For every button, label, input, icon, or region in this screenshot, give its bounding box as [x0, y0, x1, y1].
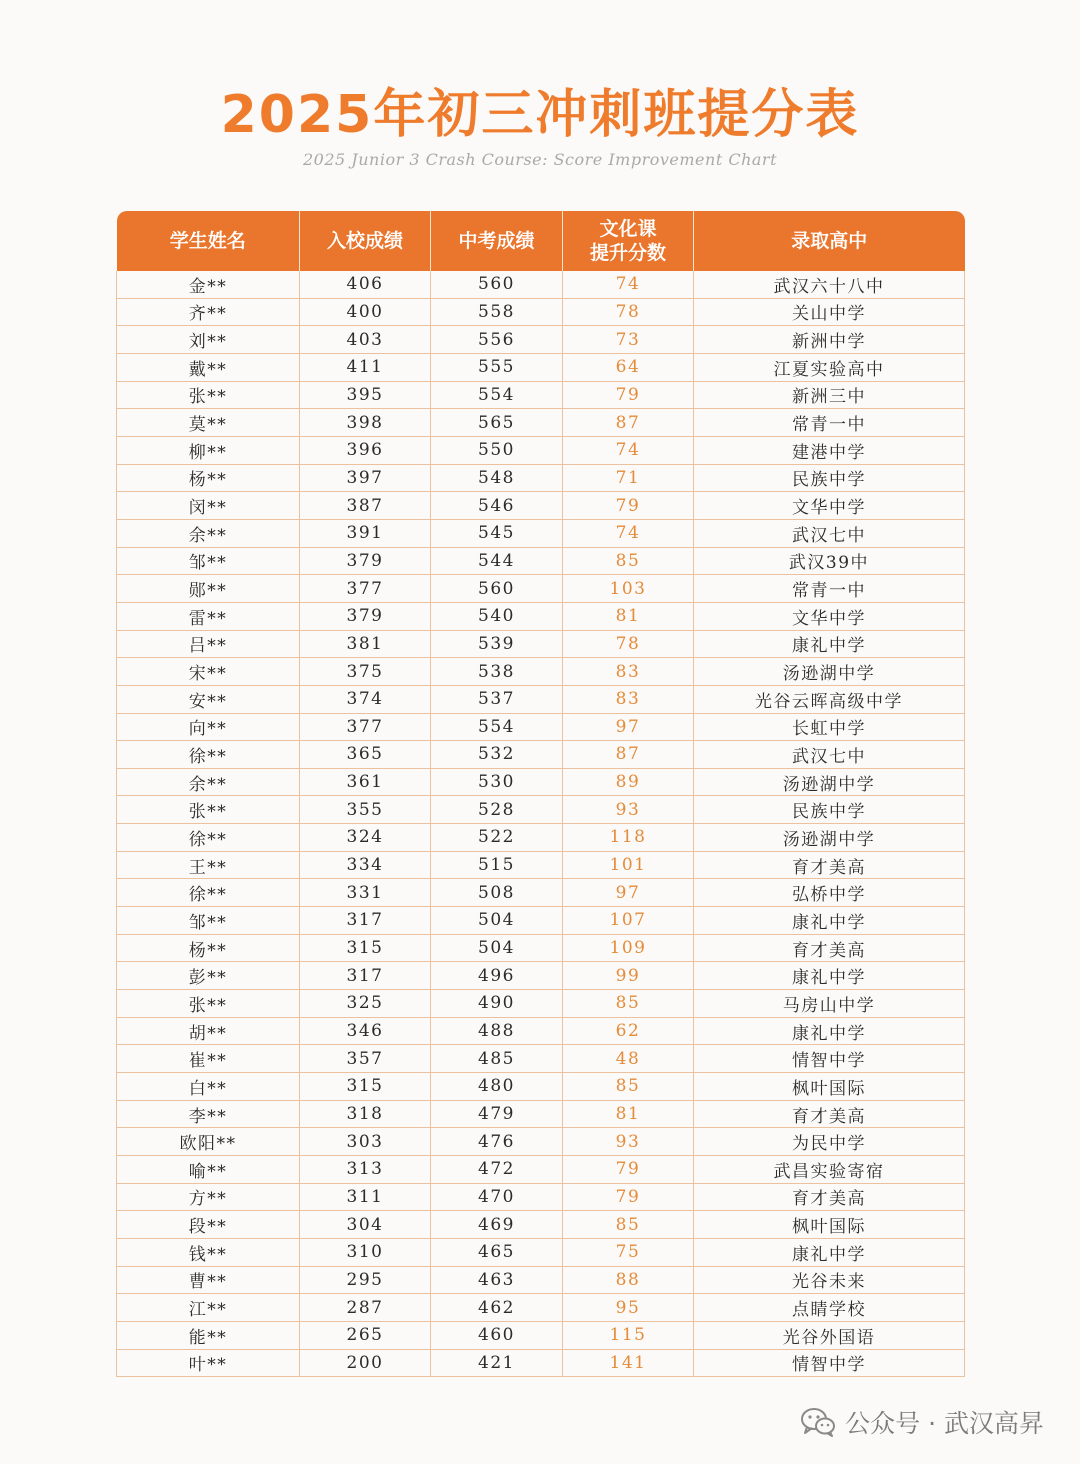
cell-exam-score: 515 [431, 851, 563, 879]
cell-student-name: 李** [117, 1100, 300, 1128]
cell-student-name: 徐** [117, 879, 300, 907]
cell-exam-score: 470 [431, 1183, 563, 1211]
cell-admitted-school: 马房山中学 [694, 990, 965, 1018]
column-header-admitted-school: 录取高中 [694, 211, 965, 271]
table-row [117, 907, 965, 935]
cell-score-gain: 81 [563, 602, 694, 630]
cell-exam-score: 460 [431, 1321, 563, 1349]
cell-admitted-school: 关山中学 [694, 298, 965, 326]
cell-student-name: 徐** [117, 741, 300, 769]
cell-admitted-school: 情智中学 [694, 1349, 965, 1377]
cell-admitted-school: 育才美高 [694, 1100, 965, 1128]
cell-score-gain: 93 [563, 1128, 694, 1156]
cell-exam-score: 485 [431, 1045, 563, 1073]
cell-student-name: 喻** [117, 1156, 300, 1184]
cell-admitted-school: 光谷云晖高级中学 [694, 685, 965, 713]
cell-student-name: 余** [117, 768, 300, 796]
column-header-entry-score: 入校成绩 [300, 211, 431, 271]
cell-exam-score: 469 [431, 1211, 563, 1239]
cell-entry-score: 313 [300, 1156, 431, 1184]
cell-score-gain: 78 [563, 630, 694, 658]
cell-entry-score: 377 [300, 575, 431, 603]
cell-entry-score: 317 [300, 962, 431, 990]
cell-student-name: 王** [117, 851, 300, 879]
table-row [117, 630, 965, 658]
cell-score-gain: 85 [563, 1073, 694, 1101]
cell-exam-score: 462 [431, 1294, 563, 1322]
cell-exam-score: 522 [431, 824, 563, 852]
cell-admitted-school: 点睛学校 [694, 1294, 965, 1322]
cell-exam-score: 555 [431, 353, 563, 381]
cell-admitted-school: 枫叶国际 [694, 1073, 965, 1101]
table-body [117, 271, 965, 1377]
table-row [117, 934, 965, 962]
cell-student-name: 余** [117, 519, 300, 547]
cell-admitted-school: 常青一中 [694, 409, 965, 437]
cell-score-gain: 64 [563, 353, 694, 381]
cell-exam-score: 560 [431, 575, 563, 603]
cell-exam-score: 472 [431, 1156, 563, 1184]
cell-exam-score: 504 [431, 934, 563, 962]
cell-entry-score: 357 [300, 1045, 431, 1073]
cell-entry-score: 396 [300, 436, 431, 464]
cell-entry-score: 304 [300, 1211, 431, 1239]
cell-admitted-school: 江夏实验高中 [694, 353, 965, 381]
cell-score-gain: 48 [563, 1045, 694, 1073]
table-row [117, 1238, 965, 1266]
cell-entry-score: 318 [300, 1100, 431, 1128]
cell-entry-score: 379 [300, 547, 431, 575]
cell-student-name: 吕** [117, 630, 300, 658]
cell-student-name: 邹** [117, 547, 300, 575]
cell-exam-score: 565 [431, 409, 563, 437]
cell-score-gain: 118 [563, 824, 694, 852]
cell-exam-score: 538 [431, 658, 563, 686]
cell-admitted-school: 康礼中学 [694, 907, 965, 935]
cell-admitted-school: 汤逊湖中学 [694, 768, 965, 796]
cell-entry-score: 375 [300, 658, 431, 686]
cell-admitted-school: 武汉六十八中 [694, 271, 965, 298]
table-row [117, 464, 965, 492]
cell-student-name: 戴** [117, 353, 300, 381]
table-row [117, 1073, 965, 1101]
cell-admitted-school: 弘桥中学 [694, 879, 965, 907]
cell-score-gain: 89 [563, 768, 694, 796]
table-row [117, 575, 965, 603]
cell-admitted-school: 长虹中学 [694, 713, 965, 741]
cell-entry-score: 287 [300, 1294, 431, 1322]
table-row [117, 768, 965, 796]
cell-entry-score: 391 [300, 519, 431, 547]
cell-score-gain: 115 [563, 1321, 694, 1349]
cell-score-gain: 107 [563, 907, 694, 935]
cell-admitted-school: 康礼中学 [694, 962, 965, 990]
cell-score-gain: 79 [563, 492, 694, 520]
cell-score-gain: 85 [563, 990, 694, 1018]
cell-student-name: 向** [117, 713, 300, 741]
cell-entry-score: 397 [300, 464, 431, 492]
cell-student-name: 金** [117, 271, 300, 298]
cell-exam-score: 504 [431, 907, 563, 935]
cell-student-name: 雷** [117, 602, 300, 630]
cell-admitted-school: 情智中学 [694, 1045, 965, 1073]
cell-exam-score: 558 [431, 298, 563, 326]
table-row [117, 879, 965, 907]
cell-admitted-school: 光谷外国语 [694, 1321, 965, 1349]
cell-entry-score: 355 [300, 796, 431, 824]
cell-score-gain: 101 [563, 851, 694, 879]
cell-score-gain: 99 [563, 962, 694, 990]
page-title: 2025年初三冲刺班提分表 [220, 85, 860, 145]
cell-score-gain: 75 [563, 1238, 694, 1266]
table-row [117, 851, 965, 879]
cell-score-gain: 83 [563, 685, 694, 713]
cell-admitted-school: 枫叶国际 [694, 1211, 965, 1239]
cell-student-name: 齐** [117, 298, 300, 326]
cell-student-name: 郧** [117, 575, 300, 603]
cell-score-gain: 78 [563, 298, 694, 326]
cell-student-name: 崔** [117, 1045, 300, 1073]
cell-exam-score: 537 [431, 685, 563, 713]
cell-admitted-school: 为民中学 [694, 1128, 965, 1156]
cell-entry-score: 200 [300, 1349, 431, 1377]
cell-entry-score: 395 [300, 381, 431, 409]
table-row [117, 409, 965, 437]
cell-student-name: 钱** [117, 1238, 300, 1266]
cell-admitted-school: 康礼中学 [694, 630, 965, 658]
table-row [117, 1017, 965, 1045]
cell-admitted-school: 文华中学 [694, 602, 965, 630]
cell-entry-score: 324 [300, 824, 431, 852]
cell-exam-score: 545 [431, 519, 563, 547]
cell-entry-score: 315 [300, 934, 431, 962]
cell-exam-score: 465 [431, 1238, 563, 1266]
cell-entry-score: 411 [300, 353, 431, 381]
footer [801, 1404, 1044, 1440]
score-table [116, 211, 965, 1377]
table-row [117, 713, 965, 741]
cell-entry-score: 317 [300, 907, 431, 935]
cell-exam-score: 488 [431, 1017, 563, 1045]
cell-exam-score: 554 [431, 381, 563, 409]
cell-score-gain: 71 [563, 464, 694, 492]
table-row [117, 990, 965, 1018]
cell-student-name: 宋** [117, 658, 300, 686]
table-row [117, 436, 965, 464]
cell-admitted-school: 民族中学 [694, 464, 965, 492]
cell-exam-score: 480 [431, 1073, 563, 1101]
cell-score-gain: 73 [563, 326, 694, 354]
cell-student-name: 方** [117, 1183, 300, 1211]
cell-score-gain: 87 [563, 741, 694, 769]
cell-score-gain: 74 [563, 271, 694, 298]
table-row [117, 1266, 965, 1294]
cell-student-name: 莫** [117, 409, 300, 437]
cell-exam-score: 496 [431, 962, 563, 990]
cell-student-name: 杨** [117, 464, 300, 492]
cell-score-gain: 97 [563, 879, 694, 907]
cell-score-gain: 93 [563, 796, 694, 824]
cell-student-name: 张** [117, 990, 300, 1018]
cell-exam-score: 554 [431, 713, 563, 741]
cell-student-name: 张** [117, 796, 300, 824]
cell-admitted-school: 康礼中学 [694, 1238, 965, 1266]
table-row [117, 519, 965, 547]
cell-exam-score: 550 [431, 436, 563, 464]
cell-exam-score: 556 [431, 326, 563, 354]
cell-admitted-school: 汤逊湖中学 [694, 824, 965, 852]
cell-admitted-school: 汤逊湖中学 [694, 658, 965, 686]
cell-student-name: 邹** [117, 907, 300, 935]
cell-entry-score: 311 [300, 1183, 431, 1211]
cell-admitted-school: 育才美高 [694, 934, 965, 962]
cell-score-gain: 88 [563, 1266, 694, 1294]
cell-student-name: 胡** [117, 1017, 300, 1045]
cell-admitted-school: 新洲三中 [694, 381, 965, 409]
table-row [117, 1100, 965, 1128]
cell-exam-score: 540 [431, 602, 563, 630]
cell-exam-score: 421 [431, 1349, 563, 1377]
table-row [117, 796, 965, 824]
cell-admitted-school: 常青一中 [694, 575, 965, 603]
cell-admitted-school: 武汉七中 [694, 519, 965, 547]
cell-student-name: 安** [117, 685, 300, 713]
cell-entry-score: 365 [300, 741, 431, 769]
footer-account-name: 公众号 · 武汉高昇 [845, 1409, 1044, 1438]
cell-admitted-school: 新洲中学 [694, 326, 965, 354]
cell-exam-score: 508 [431, 879, 563, 907]
column-header-student-name: 学生姓名 [117, 211, 300, 271]
cell-entry-score: 346 [300, 1017, 431, 1045]
table-row [117, 658, 965, 686]
cell-score-gain: 79 [563, 381, 694, 409]
cell-admitted-school: 光谷未来 [694, 1266, 965, 1294]
table-header [117, 211, 965, 271]
cell-entry-score: 310 [300, 1238, 431, 1266]
table-row [117, 1349, 965, 1377]
cell-exam-score: 476 [431, 1128, 563, 1156]
cell-score-gain: 74 [563, 519, 694, 547]
cell-entry-score: 374 [300, 685, 431, 713]
cell-score-gain: 103 [563, 575, 694, 603]
table-row [117, 824, 965, 852]
cell-score-gain: 79 [563, 1183, 694, 1211]
cell-exam-score: 463 [431, 1266, 563, 1294]
column-header-score-gain: 文化课 提升分数 [563, 211, 694, 271]
table-row [117, 271, 965, 298]
cell-exam-score: 544 [431, 547, 563, 575]
table-row [117, 1294, 965, 1322]
cell-entry-score: 295 [300, 1266, 431, 1294]
cell-entry-score: 303 [300, 1128, 431, 1156]
cell-entry-score: 325 [300, 990, 431, 1018]
cell-exam-score: 490 [431, 990, 563, 1018]
cell-score-gain: 62 [563, 1017, 694, 1045]
cell-entry-score: 400 [300, 298, 431, 326]
cell-score-gain: 85 [563, 1211, 694, 1239]
page-subtitle: 2025 Junior 3 Crash Course: Score Improvement Chart [303, 150, 777, 169]
table-row [117, 1183, 965, 1211]
cell-student-name: 徐** [117, 824, 300, 852]
cell-score-gain: 81 [563, 1100, 694, 1128]
cell-student-name: 欧阳** [117, 1128, 300, 1156]
cell-admitted-school: 文华中学 [694, 492, 965, 520]
cell-exam-score: 539 [431, 630, 563, 658]
cell-student-name: 柳** [117, 436, 300, 464]
cell-student-name: 江** [117, 1294, 300, 1322]
cell-student-name: 张** [117, 381, 300, 409]
cell-exam-score: 479 [431, 1100, 563, 1128]
cell-entry-score: 403 [300, 326, 431, 354]
cell-student-name: 彭** [117, 962, 300, 990]
table-row [117, 602, 965, 630]
table-row [117, 298, 965, 326]
cell-entry-score: 377 [300, 713, 431, 741]
cell-student-name: 段** [117, 1211, 300, 1239]
cell-score-gain: 85 [563, 547, 694, 575]
cell-score-gain: 95 [563, 1294, 694, 1322]
table-row [117, 492, 965, 520]
cell-entry-score: 398 [300, 409, 431, 437]
cell-entry-score: 406 [300, 271, 431, 298]
table-row [117, 381, 965, 409]
cell-score-gain: 97 [563, 713, 694, 741]
table-row [117, 741, 965, 769]
cell-entry-score: 387 [300, 492, 431, 520]
cell-exam-score: 528 [431, 796, 563, 824]
cell-student-name: 闵** [117, 492, 300, 520]
cell-admitted-school: 武汉七中 [694, 741, 965, 769]
cell-entry-score: 315 [300, 1073, 431, 1101]
cell-entry-score: 265 [300, 1321, 431, 1349]
table-row [117, 1321, 965, 1349]
table-row [117, 1211, 965, 1239]
cell-entry-score: 334 [300, 851, 431, 879]
cell-score-gain: 79 [563, 1156, 694, 1184]
wechat-icon [801, 1407, 835, 1437]
cell-score-gain: 74 [563, 436, 694, 464]
cell-admitted-school: 康礼中学 [694, 1017, 965, 1045]
cell-student-name: 能** [117, 1321, 300, 1349]
cell-student-name: 刘** [117, 326, 300, 354]
cell-exam-score: 532 [431, 741, 563, 769]
table-row [117, 1128, 965, 1156]
cell-admitted-school: 建港中学 [694, 436, 965, 464]
table-row [117, 1156, 965, 1184]
cell-score-gain: 87 [563, 409, 694, 437]
cell-student-name: 曹** [117, 1266, 300, 1294]
cell-admitted-school: 武昌实验寄宿 [694, 1156, 965, 1184]
cell-entry-score: 331 [300, 879, 431, 907]
cell-exam-score: 530 [431, 768, 563, 796]
cell-score-gain: 109 [563, 934, 694, 962]
cell-admitted-school: 武汉39中 [694, 547, 965, 575]
cell-entry-score: 381 [300, 630, 431, 658]
cell-admitted-school: 育才美高 [694, 851, 965, 879]
table-row [117, 685, 965, 713]
cell-student-name: 杨** [117, 934, 300, 962]
table-row [117, 353, 965, 381]
table-row [117, 547, 965, 575]
cell-student-name: 白** [117, 1073, 300, 1101]
cell-admitted-school: 育才美高 [694, 1183, 965, 1211]
cell-exam-score: 546 [431, 492, 563, 520]
cell-entry-score: 379 [300, 602, 431, 630]
table-row [117, 1045, 965, 1073]
table-row [117, 962, 965, 990]
cell-student-name: 叶** [117, 1349, 300, 1377]
cell-exam-score: 548 [431, 464, 563, 492]
cell-admitted-school: 民族中学 [694, 796, 965, 824]
column-header-exam-score: 中考成绩 [431, 211, 563, 271]
cell-entry-score: 361 [300, 768, 431, 796]
cell-score-gain: 141 [563, 1349, 694, 1377]
table-row [117, 326, 965, 354]
cell-score-gain: 83 [563, 658, 694, 686]
cell-exam-score: 560 [431, 271, 563, 298]
